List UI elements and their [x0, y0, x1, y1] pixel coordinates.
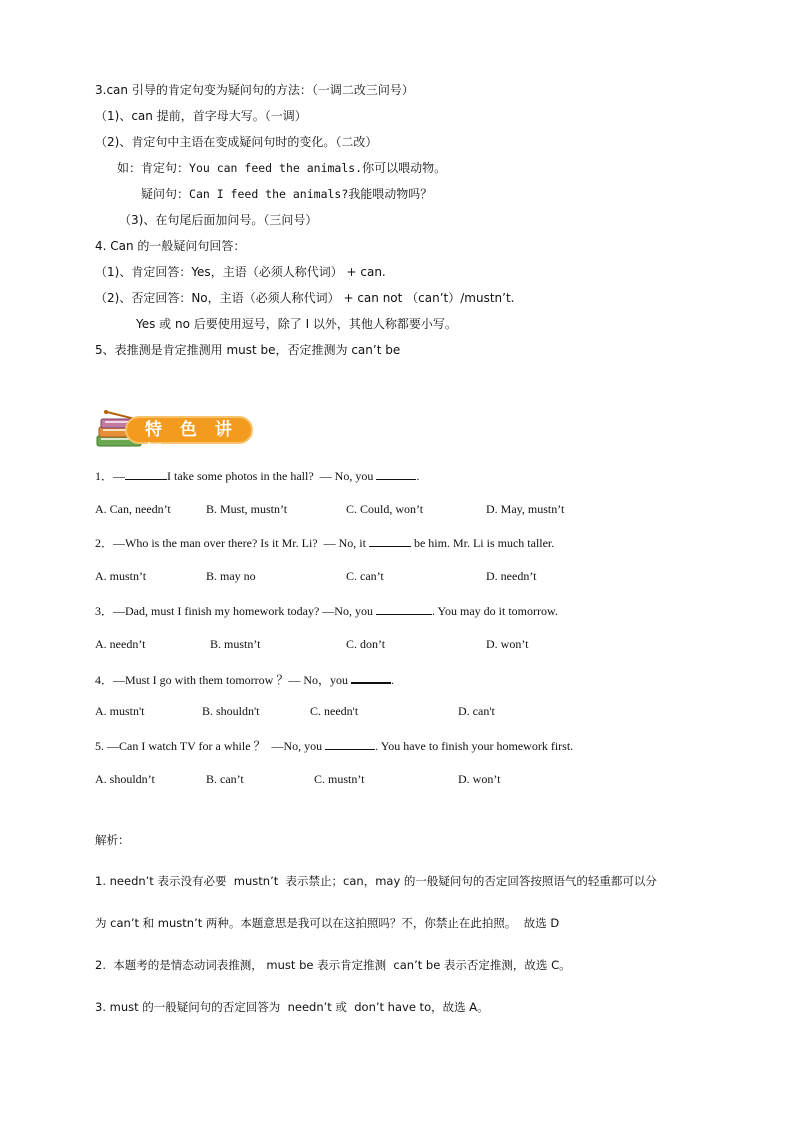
rule-heading-5: 5、表推测是肯定推测用 must be，否定推测为 can’t be — [95, 343, 401, 357]
question-5: 5. —Can I watch TV for a while ？ —No, you . You have to finish your homework first. — [95, 739, 574, 753]
option-d[interactable]: D. won’t — [458, 772, 501, 786]
option-a[interactable]: A. mustn’t — [95, 569, 147, 583]
rule-heading-4: 4. Can 的一般疑问句回答： — [95, 239, 246, 253]
rule-line: Yes 或 no 后要使用逗号，除了 I 以外，其他人称都要小写。 — [136, 317, 457, 331]
option-d[interactable]: D. won’t — [486, 637, 529, 651]
question-3: 3．—Dad, must I finish my homework today? —No, you . You may do it tomorrow. — [95, 604, 558, 618]
option-d[interactable]: D. May, mustn’t — [486, 502, 565, 516]
option-b[interactable]: B. shouldn't — [202, 704, 260, 718]
option-b[interactable]: B. can’t — [206, 772, 244, 786]
rule-line: （1)、肯定回答：Yes，主语（必须人称代词） + can. — [95, 265, 386, 279]
answer-blank[interactable] — [325, 738, 375, 750]
option-b[interactable]: B. mustn’t — [210, 637, 261, 651]
example-translation: 你可以喂动物。 — [362, 161, 447, 175]
analysis-1-cont: 为 can’t 和 mustn’t 两种。本题意思是我可以在这拍照吗？不，你禁止在此拍照。 故选 D — [95, 916, 560, 930]
analysis-3: 3. must 的一般疑问句的否定回答为 needn’t 或 don’t have to，故选 A。 — [95, 1000, 489, 1014]
question-4: 4．—Must I go with them tomorrow ？— No，you . — [95, 673, 394, 687]
example-sentence: Can I feed the animals? — [189, 187, 349, 201]
option-a[interactable]: A. shouldn’t — [95, 772, 155, 786]
question-2: 2．—Who is the man over there? Is it Mr. Li? — No, it be him. Mr. Li is much taller. — [95, 536, 555, 550]
rule-line: （3)、在句尾后面加问号。（三问号） — [119, 213, 318, 227]
option-a[interactable]: A. Can, needn’t — [95, 502, 171, 516]
rule-line: （2)、否定回答：No，主语（必须人称代词） + can not （can’t）/mustn’t. — [95, 291, 515, 305]
option-b[interactable]: B. Must, mustn’t — [206, 502, 288, 516]
answer-blank[interactable] — [369, 535, 411, 547]
rule-heading-3: 3.can 引导的肯定句变为疑问句的方法：（一调二改三问号） — [95, 83, 414, 97]
answer-blank[interactable] — [376, 603, 432, 615]
option-a[interactable]: A. mustn't — [95, 704, 145, 718]
example-sentence: You can feed the animals. — [189, 161, 363, 175]
analysis-heading: 解析： — [95, 833, 130, 847]
example-question — [141, 186, 432, 202]
option-a[interactable]: A. needn’t — [95, 637, 146, 651]
option-d[interactable]: D. needn’t — [486, 569, 537, 583]
option-c[interactable]: C. needn't — [310, 704, 359, 718]
rule-line: （2)、肯定句中主语在变成疑问句时的变化。（二改） — [95, 135, 378, 149]
option-c[interactable]: C. don’t — [346, 637, 386, 651]
option-c[interactable]: C. can’t — [346, 569, 384, 583]
example-translation: 我能喂动物吗？ — [348, 187, 433, 201]
answer-blank[interactable] — [376, 468, 416, 480]
analysis-2: 2. 本题考的是情态动词表推测， must be 表示肯定推测 can’t be 表示否定推测，故选 C。 — [95, 958, 571, 972]
answer-blank[interactable] — [125, 468, 167, 480]
section-banner — [95, 410, 260, 462]
banner-title: 特 色 讲 解 — [145, 420, 238, 462]
option-c[interactable]: C. Could, won’t — [346, 502, 424, 516]
answer-blank[interactable] — [351, 671, 391, 684]
option-d[interactable]: D. can't — [458, 704, 495, 718]
example-label: 疑问句： — [141, 187, 190, 201]
example-label: 如：肯定句： — [117, 161, 190, 175]
analysis-1: 1. needn’t 表示没有必要 mustn’t 表示禁止；can，may 的一般疑问句的否定回答按照语气的轻重都可以分 — [95, 874, 657, 888]
option-c[interactable]: C. mustn’t — [314, 772, 365, 786]
option-b[interactable]: B. may no — [206, 569, 256, 583]
question-1: 1．— I take some photos in the hall? — No, you . — [95, 469, 420, 483]
example-affirmative — [117, 160, 446, 176]
rule-line: （1)、can 提前，首字母大写。（一调） — [95, 109, 307, 123]
